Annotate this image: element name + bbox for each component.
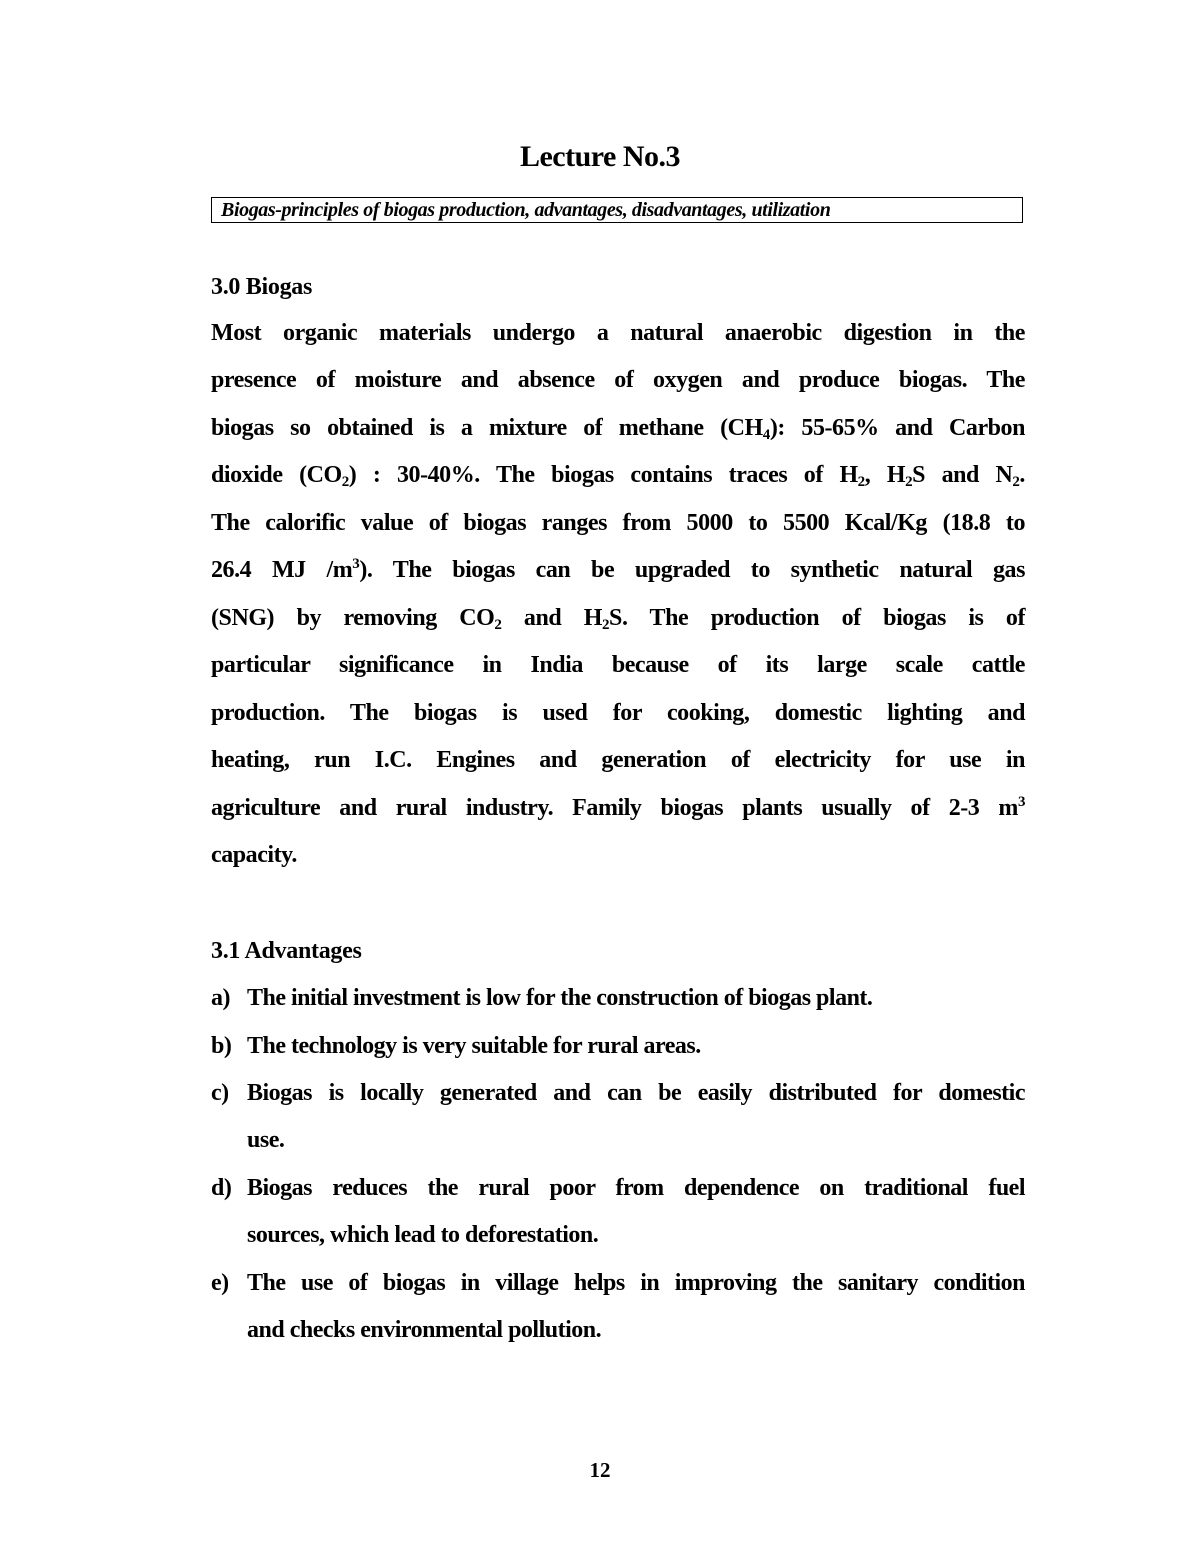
subscript: 2 xyxy=(341,474,349,490)
subtitle-box xyxy=(211,197,1023,223)
text-run: S. The production of biogas is of xyxy=(609,605,1026,631)
subscript: 2 xyxy=(601,617,610,633)
subscript: 4 xyxy=(762,427,770,443)
superscript: 3 xyxy=(352,556,360,572)
paragraph-line: capacity. xyxy=(211,842,297,868)
list-item-label: d) xyxy=(211,1175,232,1201)
list-item-text: The use of biogas in village helps in improving the sanitary condition xyxy=(247,1270,1025,1296)
paragraph-line: particular significance in India because of its large scale cattle xyxy=(211,652,1025,678)
text-run: 26.4 MJ /m xyxy=(211,557,353,583)
section-heading-biogas: 3.0 Biogas xyxy=(211,274,313,300)
text-run: dioxide (CO xyxy=(211,462,342,488)
page-title: Lecture No.3 xyxy=(519,140,681,173)
text-run: biogas so obtained is a mixture of methane (CH xyxy=(211,415,763,441)
paragraph-line xyxy=(211,557,1025,584)
list-item-text: use. xyxy=(247,1127,285,1153)
superscript: 3 xyxy=(1017,794,1025,810)
text-run: ): 55-65% and Carbon xyxy=(769,415,1025,441)
text-run: ) : 30-40%. The biogas contains traces of H xyxy=(348,462,858,488)
paragraph-line xyxy=(211,605,1025,632)
list-item-label: b) xyxy=(211,1033,232,1059)
paragraph-line xyxy=(211,415,1025,442)
list-item-text: and checks environmental pollution. xyxy=(247,1317,602,1343)
list-item-text: The technology is very suitable for rural areas. xyxy=(247,1033,701,1059)
paragraph-line xyxy=(211,795,1025,822)
text-run: , H xyxy=(864,462,906,488)
text-run: agriculture and rural industry. Family biogas plants usually of 2-3 m xyxy=(211,795,1018,821)
subtitle: Biogas-principles of biogas production, advantages, disadvantages, utilization xyxy=(221,199,831,221)
list-item-text: sources, which lead to deforestation. xyxy=(247,1222,599,1248)
text-run: (SNG) by removing CO xyxy=(211,605,495,631)
text-run: S and N xyxy=(912,462,1013,488)
paragraph-line: production. The biogas is used for cooking, domestic lighting and xyxy=(211,700,1025,726)
paragraph-line: The calorific value of biogas ranges from 5000 to 5500 Kcal/Kg (18.8 to xyxy=(211,510,1025,536)
paragraph-line: presence of moisture and absence of oxygen and produce biogas. The xyxy=(211,367,1025,393)
list-item-label: c) xyxy=(211,1080,229,1106)
text-run: . xyxy=(1019,462,1025,488)
list-item-text: Biogas reduces the rural poor from dependence on traditional fuel xyxy=(247,1175,1025,1201)
paragraph-line: Most organic materials undergo a natural anaerobic digestion in the xyxy=(211,320,1025,346)
paragraph-line: heating, run I.C. Engines and generation of electricity for use in xyxy=(211,747,1025,773)
paragraph-line xyxy=(211,462,1025,489)
page-number: 12 xyxy=(589,1458,611,1482)
text-run: and H xyxy=(501,605,602,631)
subscript: 2 xyxy=(857,474,865,490)
list-item-text: The initial investment is low for the construction of biogas plant. xyxy=(247,985,873,1011)
subscript: 2 xyxy=(905,474,913,490)
text-run: ). The biogas can be upgraded to synthetic natural gas xyxy=(359,557,1025,583)
list-item-text: Biogas is locally generated and can be easily distributed for domestic xyxy=(247,1080,1025,1106)
list-item-label: e) xyxy=(211,1270,229,1296)
section-heading-advantages: 3.1 Advantages xyxy=(211,938,362,964)
subscript: 2 xyxy=(494,617,502,633)
subscript: 2 xyxy=(1012,474,1020,490)
list-item-label: a) xyxy=(211,985,230,1011)
